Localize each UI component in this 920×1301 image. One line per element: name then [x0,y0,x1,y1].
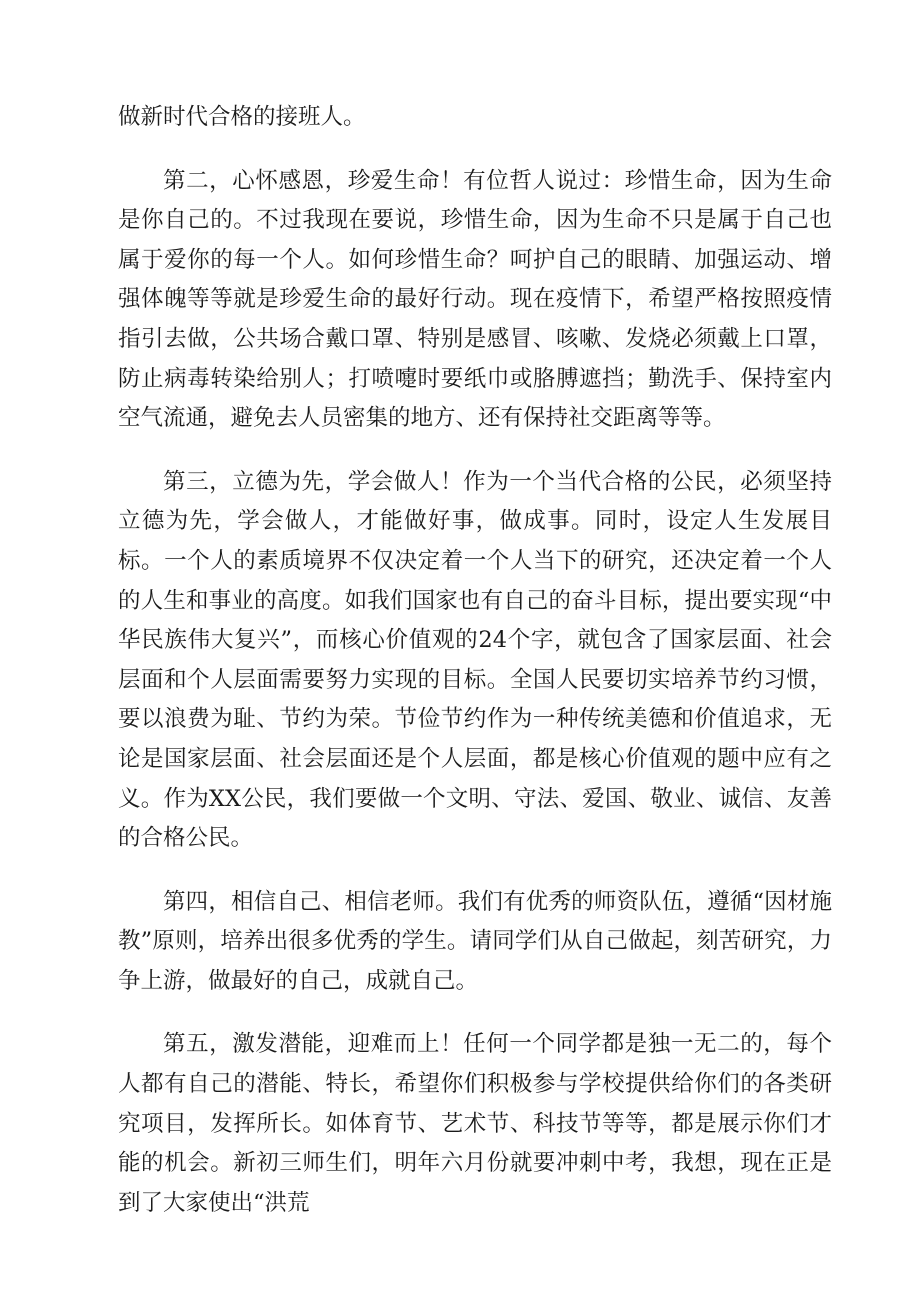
paragraph-second-point: 第二，心怀感恩，珍爱生命！有位哲人说过：珍惜生命，因为生命是你自己的。不过我现在要说，珍惜生命，因为生命不只是属于自己也属于爱你的每一个人。如何珍惜生命？呵护自己的眼睛、加强运动、增强体魄等等就是珍爱生命的最好行动。现在疫情下，希望严格按照疫情指引去做，公共场合戴口罩、特别是感冒、咳嗽、发烧必须戴上口罩，防止病毒转染给别人；打喷嚏时要纸巾或胳膊遮挡；勤洗手、保持室内空气流通，避免去人员密集的地方、还有保持社交距离等等。 [118,167,832,432]
document-body [118,98,832,1247]
paragraph-continuation: 做新时代合格的接班人。 [118,104,366,130]
paragraph-fourth-point: 第四，相信自己、相信老师。我们有优秀的师资队伍，遵循“因材施教”原则，培养出很多优秀的学生。请同学们从自己做起，刻苦研究，力争上游，做最好的自己，成就自己。 [118,888,832,994]
paragraph-third-point: 第三，立德为先，学会做人！作为一个当代合格的公民，必须坚持立德为先，学会做人，才能做好事，做成事。同时，设定人生发展目标。一个人的素质境界不仅决定着一个人当下的研究，还决定着一个人的人生和事业的高度。如我们国家也有自己的奋斗目标，提出要实现“中华民族伟大复兴”，而核心价值观的24个字，就包含了国家层面、社会层面和个人层面需要努力实现的目标。全国人民要切实培养节约习惯，要以浪费为耻、节约为荣。节俭节约作为一种传统美德和价值追求，无论是国家层面、社会层面还是个人层面，都是核心价值观的题中应有之义。作为XX公民，我们要做一个文明、守法、爱国、敬业、诚信、友善的合格公民。 [118,468,832,852]
paragraph-fifth-point: 第五，激发潜能，迎难而上！任何一个同学都是独一无二的，每个人都有自己的潜能、特长，希望你们积极参与学校提供给你们的各类研究项目，发挥所长。如体育节、艺术节、科技节等等，都是展示你们才能的机会。新初三师生们，明年六月份就要冲刺中考，我想，现在正是到了大家使出“洪荒 [118,1031,832,1216]
